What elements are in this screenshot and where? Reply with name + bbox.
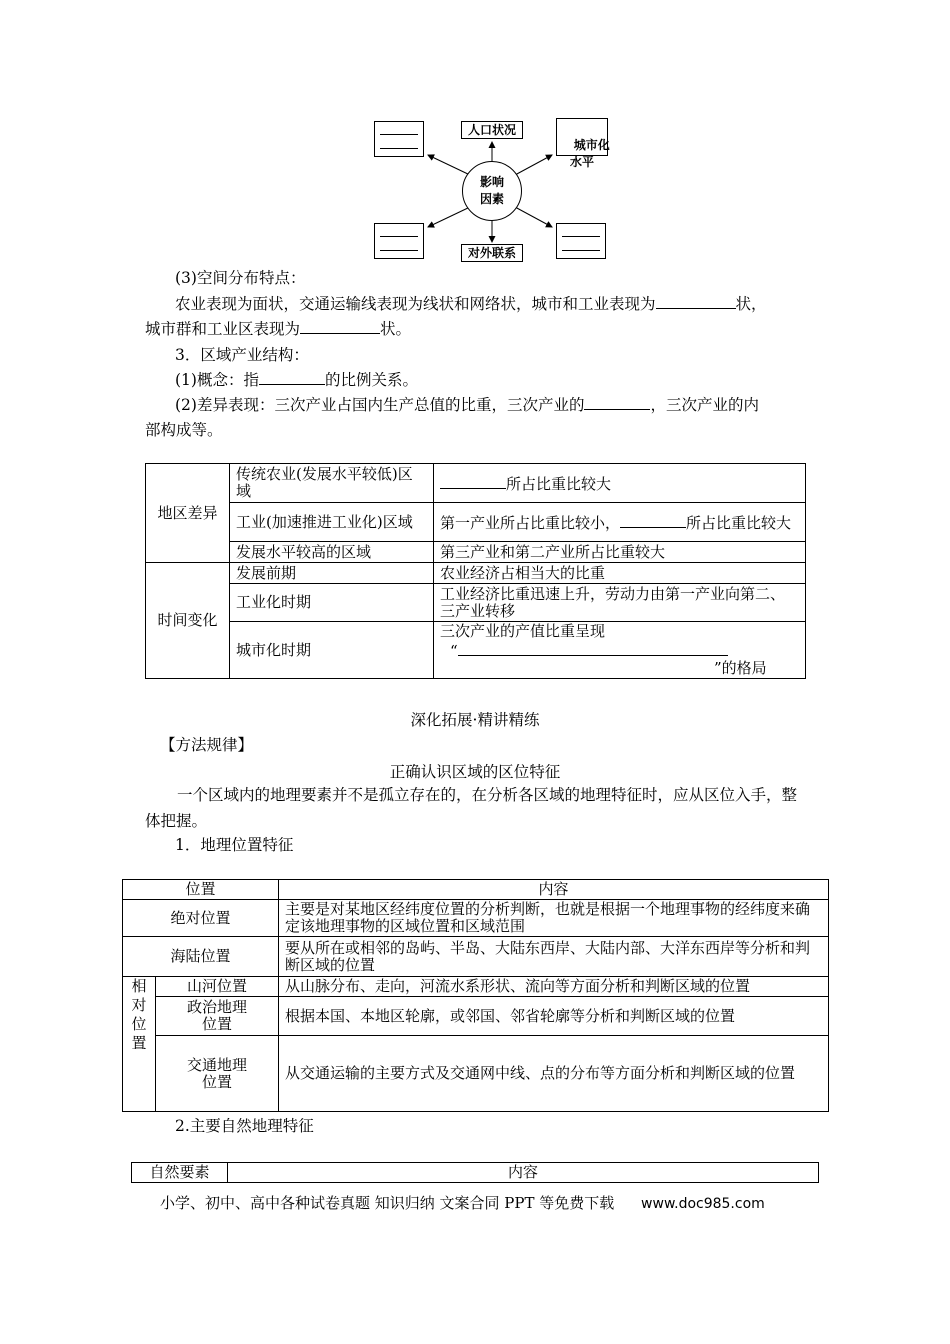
row-label-text: 政治地理位置 <box>186 998 247 1033</box>
heading-nature: 2.主要自然地理特征 <box>175 1117 314 1135</box>
row-content <box>434 622 806 679</box>
row-content-line2 <box>440 640 799 660</box>
blank <box>440 473 506 489</box>
footer <box>160 1192 765 1213</box>
row-content-suffix: 所占比重比较大 <box>686 514 792 532</box>
row-content <box>434 503 806 542</box>
factor-diagram <box>370 115 610 265</box>
quote-open: “ <box>450 642 458 660</box>
header-content: 内容 <box>228 1163 819 1183</box>
row-label: 海陆位置 <box>123 937 279 977</box>
section-title: 深化拓展·精讲精练 <box>410 711 540 729</box>
relative-position-label <box>123 977 156 1112</box>
industry-structure-table <box>145 463 806 679</box>
row-label: 山河位置 <box>156 977 279 997</box>
concept-suffix: 的比例关系。 <box>324 371 418 389</box>
blank <box>620 512 686 528</box>
row-content-prefix: 第一产业所占比重比较小， <box>440 514 621 532</box>
row-content-text: 所占比重比较大 <box>506 475 612 493</box>
diff-suffix: ，三次产业的内 <box>650 396 759 414</box>
para-spatial-line2 <box>145 317 805 341</box>
row-label-text: 交通地理位置 <box>186 1055 247 1091</box>
node-top-left-blank <box>374 121 424 157</box>
footer-text: 小学、初中、高中各种试卷真题 知识归纳 文案合同 PPT 等免费下载 <box>160 1194 615 1212</box>
node-bottom-label: 对外联系 <box>467 246 516 260</box>
subheading-spatial: (3)空间分布特点： <box>175 269 306 287</box>
row-label: 传统农业(发展水平较低)区域 <box>230 464 434 503</box>
geo-position-table <box>122 879 829 1112</box>
row-content: 从交通运输的主要方式及交通网中线、点的分布等方面分析和判断区域的位置 <box>279 1036 829 1112</box>
header-position: 位置 <box>123 880 279 900</box>
method-paragraph: 一个区域内的地理要素并不是孤立存在的，在分析各区域的地理特征时，应从区位入手，整体把握。 <box>145 786 798 830</box>
row-content: 根据本国、本地区轮廓，或邻国、邻省轮廓等分析和判断区域的位置 <box>279 997 829 1036</box>
para-spatial-text2: 城市群和工业区表现为 <box>145 320 301 338</box>
para-spatial-text1: 农业表现为面状，交通运输线表现为线状和网络状，城市和工业表现为 <box>175 295 656 313</box>
quote-close: ”的格局 <box>714 659 767 677</box>
header-content: 内容 <box>279 880 829 900</box>
node-top-right <box>556 118 610 169</box>
row-content: 工业经济比重迅速上升，劳动力由第一产业向第二、三产业转移 <box>434 584 806 622</box>
para-spatial-text2-end: 状。 <box>380 320 412 338</box>
blank <box>300 318 380 334</box>
row-content: 第三产业和第二产业所占比重较大 <box>434 542 806 563</box>
diff-line1 <box>175 393 815 417</box>
blank <box>584 394 650 410</box>
natural-feature-table <box>131 1162 819 1183</box>
node-top <box>461 121 523 139</box>
concept-prefix: (1)概念：指 <box>175 371 259 389</box>
row-label: 工业化时期 <box>230 584 434 622</box>
row-content-line3 <box>440 660 799 677</box>
row-content: 农业经济占相当大的比重 <box>434 563 806 584</box>
concept-line <box>175 368 835 392</box>
node-bottom <box>461 244 523 262</box>
row-content: 从山脉分布、走向，河流水系形状、流向等方面分析和判断区域的位置 <box>279 977 829 997</box>
row-label <box>156 997 279 1036</box>
row-content: 主要是对某地区经纬度位置的分析判断，也就是根据一个地理事物的经纬度来确定该地理事物的区域位置和区域范围 <box>279 900 829 937</box>
center-circle <box>462 161 522 221</box>
para-spatial-line1 <box>175 292 815 316</box>
node-bottom-left-blank <box>374 223 424 259</box>
row-label: 城市化时期 <box>230 622 434 679</box>
blank <box>656 293 736 309</box>
row-content <box>434 464 806 503</box>
row-label: 发展水平较高的区域 <box>230 542 434 563</box>
center-label: 影响 因素 <box>479 175 504 206</box>
node-top-right-label: 城市化 水平 <box>569 138 610 169</box>
header-element: 自然要素 <box>132 1163 228 1183</box>
row-content: 要从所在或相邻的岛屿、半岛、大陆东西岸、大陆内部、大洋东西岸等分析和判断区域的位置 <box>279 937 829 977</box>
node-bottom-right-blank <box>556 223 606 259</box>
heading-geo: 1．地理位置特征 <box>175 836 294 854</box>
diff-prefix: (2)差异表现：三次产业占国内生产总值的比重，三次产业的 <box>175 396 585 414</box>
row-label: 工业(加速推进工业化)区域 <box>230 503 434 542</box>
blank <box>259 369 325 385</box>
method-label: 【方法规律】 <box>160 736 254 754</box>
relative-position-text: 相对位置 <box>131 977 147 1052</box>
group-temporal: 时间变化 <box>146 563 230 679</box>
row-content-line1: 三次产业的产值比重呈现 <box>440 622 606 640</box>
node-top-label: 人口状况 <box>467 123 516 137</box>
row-label: 发展前期 <box>230 563 434 584</box>
para-spatial-text1-end: 状， <box>735 295 767 313</box>
footer-url[interactable]: www.doc985.com <box>641 1196 765 1212</box>
blank <box>458 640 728 656</box>
group-regional: 地区差异 <box>146 464 230 563</box>
diff-line2: 部构成等。 <box>145 421 223 439</box>
heading-structure: 3．区域产业结构： <box>175 346 309 364</box>
row-label <box>156 1036 279 1112</box>
method-title: 正确认识区域的区位特征 <box>389 763 561 781</box>
row-label: 绝对位置 <box>123 900 279 937</box>
